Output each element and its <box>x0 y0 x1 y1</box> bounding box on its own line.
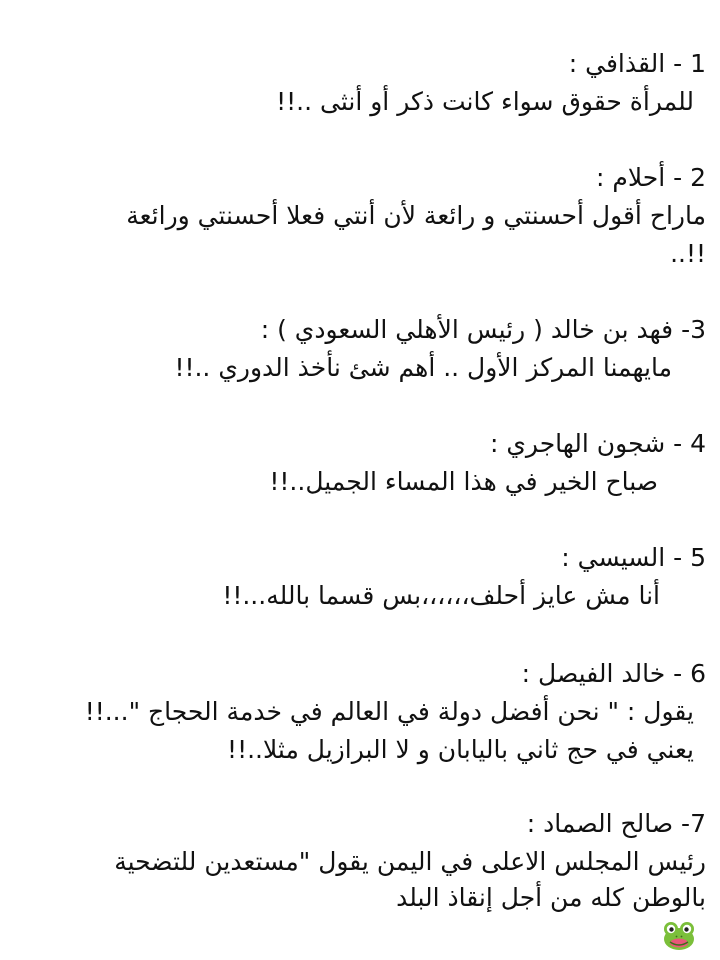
quote-2-heading: 2 - أحلام : <box>596 163 706 192</box>
quote-2-line-1: ماراح أقول أحسنتي و رائعة لأن أنتي فعلا أحسنتي ورائعة <box>126 201 706 230</box>
quote-3-heading: 3- فهد بن خالد ( رئيس الأهلي السعودي ) : <box>260 315 706 344</box>
quote-7-line-1: رئيس المجلس الاعلى في اليمن يقول "مستعدين للتضحية <box>114 847 706 876</box>
quote-6-heading: 6 - خالد الفيصل : <box>521 659 706 688</box>
quote-4-heading: 4 - شجون الهاجري : <box>489 429 706 458</box>
quote-6-line-1: يقول : " نحن أفضل دولة في العالم في خدمة الحجاج "...!! <box>84 697 694 726</box>
quote-4-line-1: صباح الخير في هذا المساء الجميل..!! <box>269 467 658 496</box>
quote-7-heading: 7- صالح الصماد : <box>526 809 706 838</box>
quote-2-line-2: ..!! <box>670 239 706 268</box>
quote-5-line-1: أنا مش عايز أحلف،،،،،،بس قسما بالله...!! <box>222 581 660 610</box>
quote-7-line-2: بالوطن كله من أجل إنقاذ البلد <box>396 883 706 912</box>
quote-6-line-2: يعني في حج ثاني باليابان و لا البرازيل مثلا..!! <box>227 735 694 764</box>
quote-1-heading: 1 - القذافي : <box>568 49 706 78</box>
quote-3-line-1: مايهمنا المركز الأول .. أهم شئ نأخذ الدوري ..!! <box>174 353 672 382</box>
quote-5-heading: 5 - السيسي : <box>561 543 706 572</box>
quote-1-line-1: للمرأة حقوق سواء كانت ذكر أو أنثى ..!! <box>276 87 694 116</box>
frog-face-icon <box>661 918 697 954</box>
